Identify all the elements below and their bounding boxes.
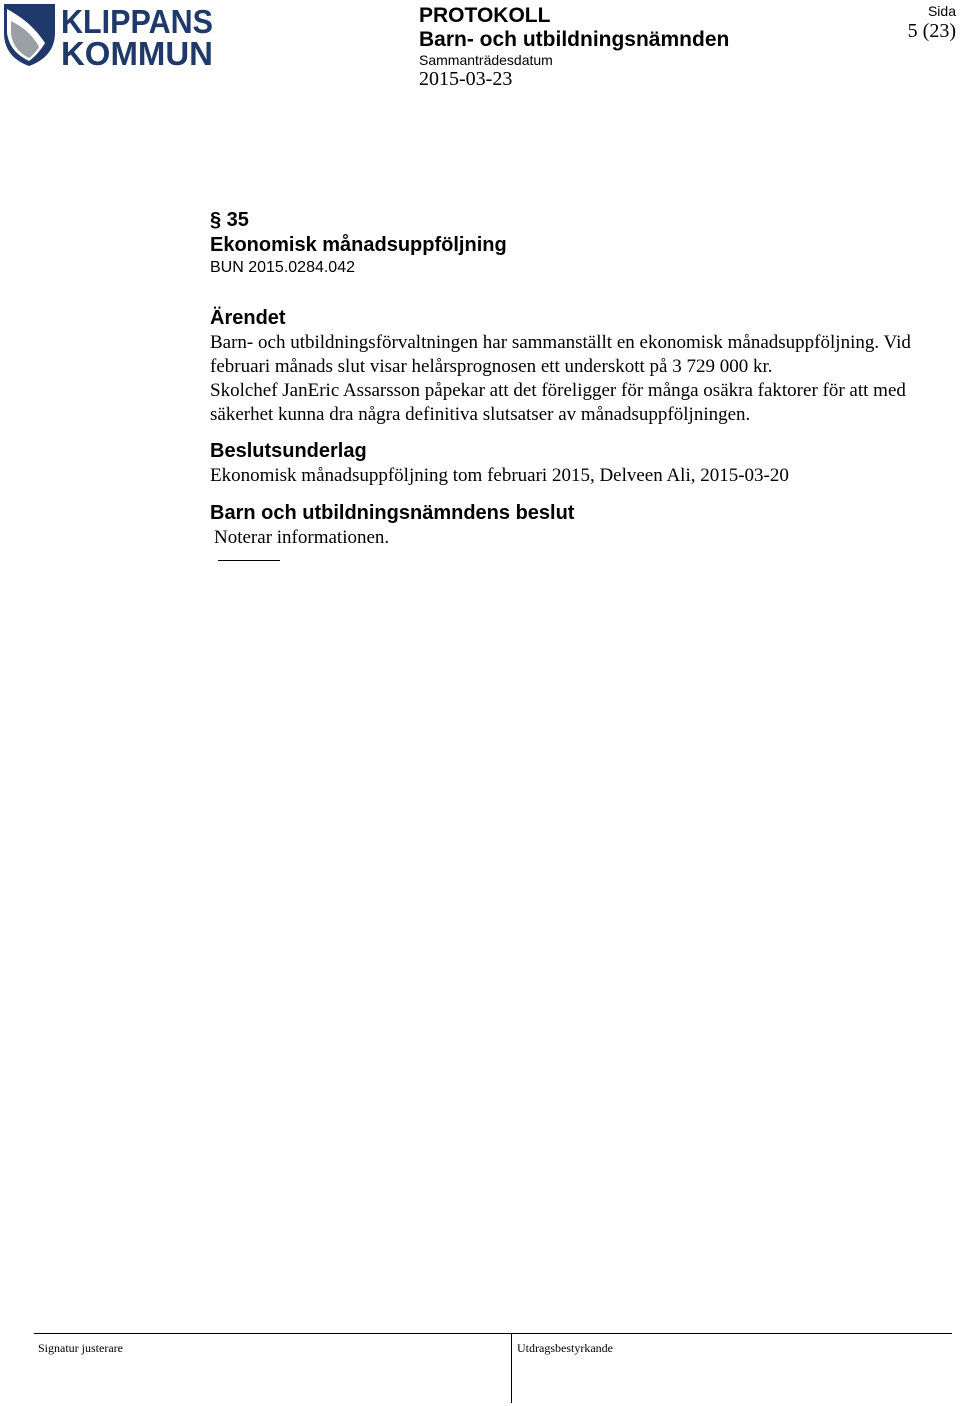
beslutsunderlag-heading: Beslutsunderlag [210,440,367,462]
signature-label: Signatur justerare [38,1341,123,1355]
paragraph-title: Ekonomisk månadsuppföljning [210,234,507,256]
certification-label: Utdragsbestyrkande [517,1341,613,1355]
arendet-text-1: Barn- och utbildningsförvaltningen har sammanställt en ekonomisk månadsuppföljning. Vid februari månads slut visar helårsprognosen ett underskott på 3 729 000 kr. [210,332,911,377]
page-number: 5 (23) [907,20,956,42]
end-rule [218,560,280,561]
date-label: Sammanträdesdatum [419,52,553,68]
document-body [210,208,950,561]
logo-text-line2: KOMMUN [61,35,213,67]
kommun-crest-icon [3,3,215,67]
board-name: Barn- och utbildningsnämnden [419,28,730,51]
beslut-text: Noterar informationen. [214,527,390,548]
arendet-heading: Ärendet [210,307,286,329]
beslutsunderlag-text: Ekonomisk månadsuppföljning tom februari 2015, Delveen Ali, 2015-03-20 [210,465,789,486]
paragraph-number: § 35 [210,209,249,231]
klippans-kommun-logo [3,3,215,67]
footer-divider [511,1333,512,1403]
doc-type: PROTOKOLL [419,4,551,27]
meeting-date: 2015-03-23 [419,68,513,90]
case-reference: BUN 2015.0284.042 [210,259,355,276]
beslut-heading: Barn och utbildningsnämndens beslut [210,502,575,524]
arendet-text-2: Skolchef JanEric Assarsson påpekar att det föreligger för många osäkra faktorer för att med säkerhet kunna dra några definitiva slutsatser av månadsuppföljningen. [210,380,906,425]
logo-text-line1: KLIPPANS [61,3,213,40]
page-label: Sida [927,3,956,19]
footer-rule [34,1333,952,1334]
